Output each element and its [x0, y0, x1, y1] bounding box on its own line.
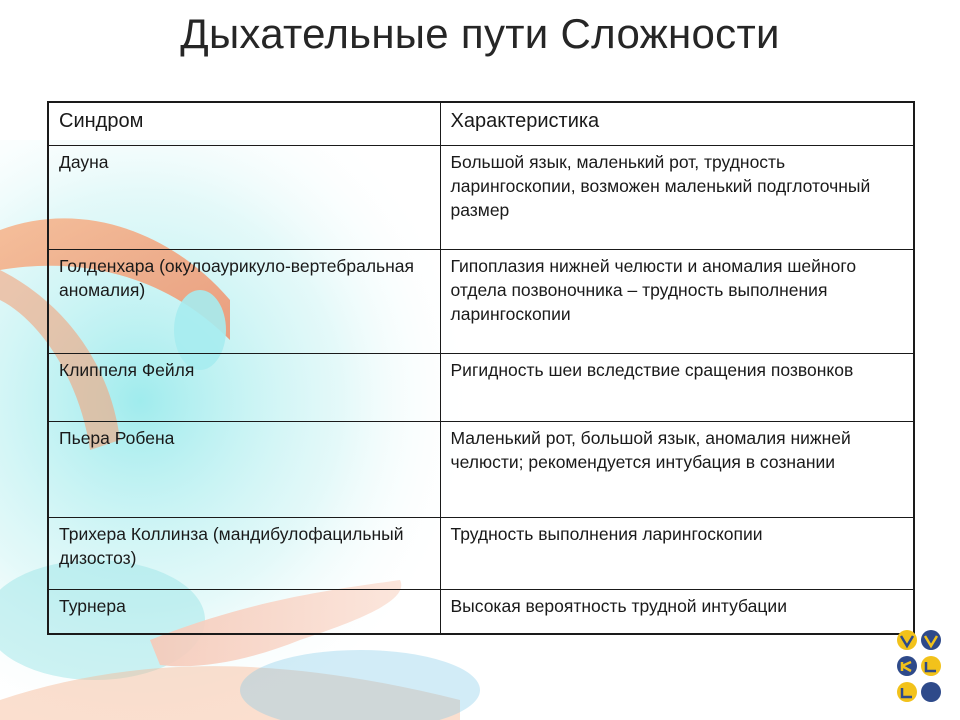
- table-row: [48, 517, 914, 589]
- header-characteristic: Характеристика: [440, 102, 914, 145]
- table-row: [48, 353, 914, 421]
- table-row: [48, 145, 914, 249]
- syndrome-cell: Турнера: [48, 589, 440, 634]
- characteristic-cell: Гипоплазия нижней челюсти и аномалия шейного отдела позвоночника – трудность выполнения ларингоскопии: [440, 249, 914, 353]
- table-header-row: [48, 102, 914, 145]
- header-syndrome: Синдром: [48, 102, 440, 145]
- characteristic-cell: Высокая вероятность трудной интубации: [440, 589, 914, 634]
- table-row: [48, 249, 914, 353]
- syndrome-cell: Трихера Коллинза (мандибулофацильный дизостоз): [48, 517, 440, 589]
- page-title: Дыхательные пути Сложности: [180, 10, 780, 57]
- logo-icon: [895, 628, 945, 712]
- table-row: [48, 421, 914, 517]
- syndrome-cell: Пьера Робена: [48, 421, 440, 517]
- syndrome-cell: Дауна: [48, 145, 440, 249]
- characteristic-cell: Ригидность шеи вследствие сращения позвонков: [440, 353, 914, 421]
- table-row: [48, 589, 914, 634]
- syndrome-cell: Голденхара (окулоаурикуло-вертебральная аномалия): [48, 249, 440, 353]
- syndrome-cell: Клиппеля Фейля: [48, 353, 440, 421]
- characteristic-cell: Трудность выполнения ларингоскопии: [440, 517, 914, 589]
- characteristic-cell: Маленький рот, большой язык, аномалия нижней челюсти; рекомендуется интубация в сознании: [440, 421, 914, 517]
- characteristic-cell: Большой язык, маленький рот, трудность ларингоскопии, возможен маленький подглоточный размер: [440, 145, 914, 249]
- syndrome-table: [47, 101, 915, 635]
